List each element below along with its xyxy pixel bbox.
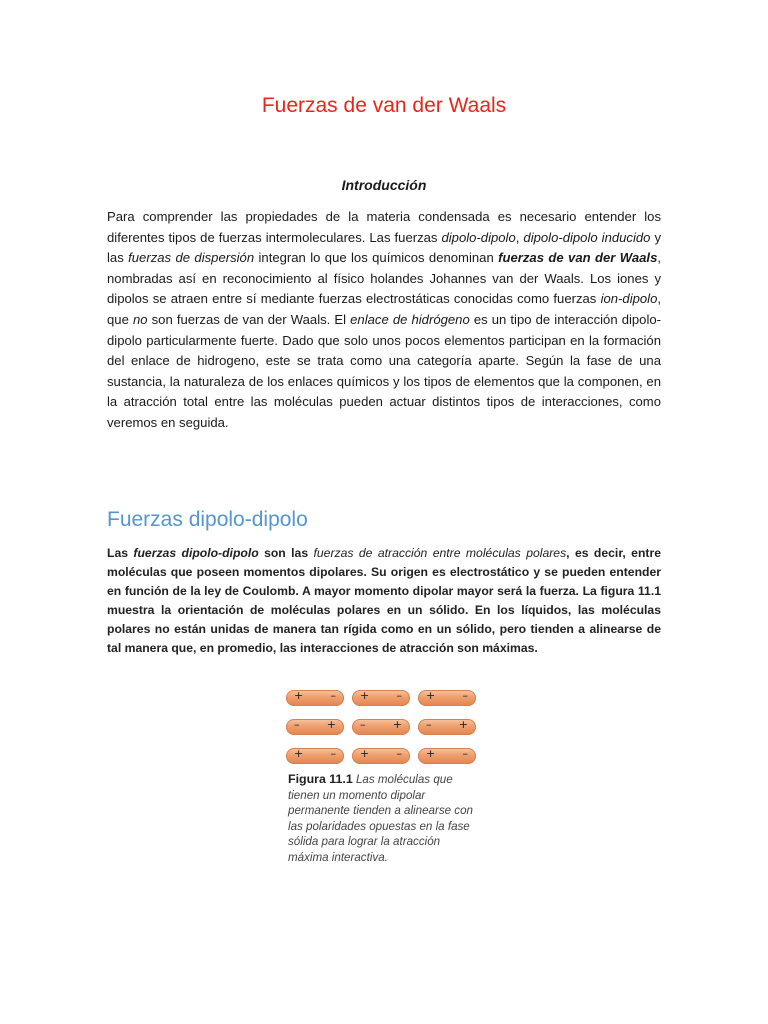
dipole-molecule	[418, 748, 476, 764]
charge-sign: +	[294, 747, 304, 760]
charge-sign: +	[458, 718, 468, 731]
text-emphasis: no	[132, 311, 148, 327]
text-run: , que	[107, 291, 661, 327]
text-emphasis: dipolo-dipolo	[441, 229, 516, 245]
dipole-molecule	[286, 748, 344, 764]
text-run: y las	[107, 229, 662, 266]
text-run: ,	[515, 229, 524, 245]
introduction-heading: Introducción	[341, 177, 427, 193]
dipole-molecule	[286, 690, 344, 706]
figure-caption-text: Las moléculas que tienen un momento dipolar permanente tienden a alinearse con las polaridades opuestas en la fase sólida para lograr la atracción máxima interactiva.	[288, 773, 473, 864]
dipole-molecule	[418, 690, 476, 706]
text-emphasis: enlace de hidrógeno	[350, 311, 470, 327]
charge-sign: +	[392, 718, 402, 731]
figure-11-1	[286, 690, 478, 870]
text-emphasis	[133, 546, 258, 560]
charge-sign: –	[396, 747, 402, 760]
document-title: Fuerzas de van der Waals	[261, 94, 507, 117]
dipole-molecule	[352, 690, 410, 706]
emphasis-bold-italic: fuerzas de van der Waals	[498, 250, 658, 266]
text-run: son fuerzas de van der Waals. El	[147, 311, 351, 327]
charge-sign: –	[330, 689, 336, 702]
charge-sign: +	[360, 689, 370, 702]
dipole-molecule	[352, 748, 410, 764]
charge-sign: +	[294, 689, 304, 702]
figure-label: Figura 11.1	[288, 772, 353, 786]
text-run: Las	[107, 546, 134, 560]
charge-sign: +	[426, 689, 436, 702]
charge-sign: +	[426, 747, 436, 760]
dipole-molecule	[352, 719, 410, 735]
text-emphasis: fuerzas de dispersión	[128, 250, 255, 266]
charge-sign: –	[360, 718, 366, 731]
emphasis-bold-italic: fuerzas dipolo-dipolo	[133, 546, 259, 560]
text-emphasis: ion-dipolo	[600, 291, 658, 307]
text-emphasis	[498, 250, 657, 265]
dipole-molecule	[418, 719, 476, 735]
section-title-dipolo-dipolo: Fuerzas dipolo-dipolo	[107, 508, 308, 531]
charge-sign: –	[426, 718, 432, 731]
charge-sign: –	[396, 689, 402, 702]
charge-sign: –	[462, 689, 468, 702]
charge-sign: +	[326, 718, 336, 731]
text-run: , es decir, entre moléculas que poseen momentos dipolares. Su origen es electrostático y se pueden entender en función de la ley de Coulomb. A mayor momento dipolar mayor será la fuerza. La figura 11.1 muestra la orientación de moléculas polares en un sólido. En los líquidos, las moléculas polares no están unidas de manera tan rígida como en un sólido, pero tienden a alinearse de tal manera que, en promedio, las interacciones de atracción son máximas.	[107, 546, 661, 655]
charge-sign: –	[294, 718, 300, 731]
dipolo-dipolo-paragraph	[107, 544, 661, 658]
charge-sign: –	[330, 747, 336, 760]
charge-sign: –	[462, 747, 468, 760]
text-run: integran lo que los químicos denominan	[254, 250, 499, 266]
text-emphasis: fuerzas de atracción entre moléculas polares	[313, 546, 567, 560]
figure-caption	[288, 772, 480, 866]
text-run: Para comprender las propiedades de la materia condensada es necesario entender los diferentes tipos de fuerzas intermoleculares. Las fuerzas	[107, 209, 661, 245]
text-run: , nombradas así en reconocimiento al físico holandes Johannes van der Waals. Los iones y dipolos se atraen entre sí mediante fuerzas electrostáticas conocidas como fuerzas	[107, 250, 661, 307]
dipole-molecule	[286, 719, 344, 735]
introduction-paragraph	[107, 207, 661, 434]
text-run: es un tipo de interacción dipolo-dipolo particularmente fuerte. Dado que solo unos pocos elementos participan en la formación del enlace de hidrogeno, este se trata como una categoría aparte. Según la fase de una sustancia, la naturaleza de los enlaces químicos y los tipos de elementos que la componen, en la atracción total entre las moléculas pueden actuar distintos tipos de interacciones, como veremos en seguida.	[107, 311, 662, 430]
charge-sign: +	[360, 747, 370, 760]
text-run: son las	[258, 546, 314, 560]
text-emphasis: dipolo-dipolo inducido	[523, 229, 651, 245]
